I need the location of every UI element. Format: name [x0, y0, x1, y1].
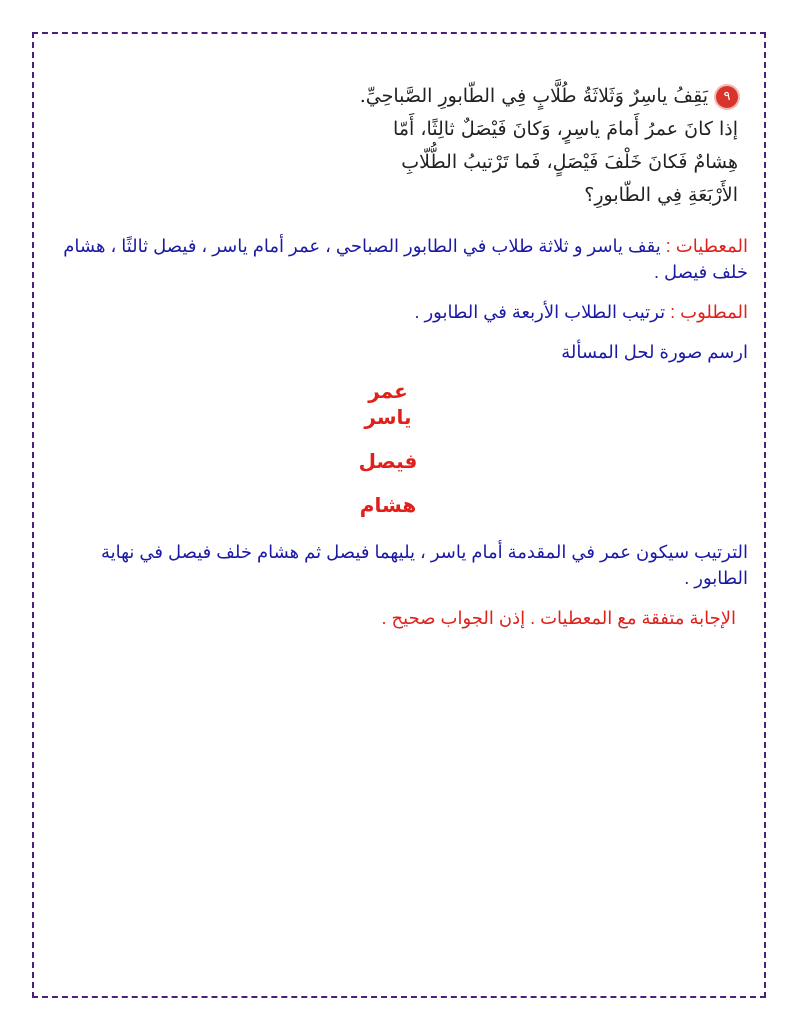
problem-statement	[178, 80, 738, 212]
givens-label: المعطيات :	[665, 236, 748, 256]
required-paragraph	[48, 299, 748, 325]
queue-name-1: عمر	[368, 381, 408, 403]
conclusion: الإجابة متفقة مع المعطيات . إذن الجواب صحيح .	[381, 608, 736, 628]
problem-line-1: ٩يَقِفُ ياسِرٌ وَثَلاثَةُ طُلَّابٍ فِي الطّابورِ الصَّباحِيِّ.	[178, 80, 738, 113]
queue-name-4: هشام	[359, 495, 417, 517]
problem-line-3: هِشامٌ فَكانَ خَلْفَ فَيْصَلٍ، فَما تَرْتيبُ الطُّلّابِ	[401, 151, 738, 173]
queue-name-3: فيصل	[358, 451, 418, 473]
explanation: الترتيب سيكون عمر في المقدمة أمام ياسر ، يليهما فيصل ثم هشام خلف فيصل في نهاية الطابور .	[100, 542, 748, 588]
required-text: ترتيب الطلاب الأربعة في الطابور .	[414, 302, 671, 322]
instruction: ارسم صورة لحل المسألة	[561, 342, 748, 362]
givens-text: يقف ياسر و ثلاثة طلاب في الطابور الصباحي ، عمر أمام ياسر ، فيصل ثالثًا ، هشام خلف فيصل .	[63, 236, 748, 282]
problem-number-badge: ٩	[716, 86, 738, 108]
queue-drawing	[48, 379, 748, 519]
givens-paragraph	[48, 233, 748, 285]
required-label: المطلوب :	[670, 302, 748, 322]
solution-content	[48, 233, 748, 645]
problem-line-4: الأَرْبَعَةِ فِي الطّابورِ؟	[584, 184, 738, 206]
queue-name-2: ياسر	[364, 407, 412, 429]
problem-line-2: إذا كانَ عمرُ أَمامَ ياسِرٍ، وَكانَ فَيْصَلٌ ثالِثًا، أَمّا	[393, 118, 738, 140]
